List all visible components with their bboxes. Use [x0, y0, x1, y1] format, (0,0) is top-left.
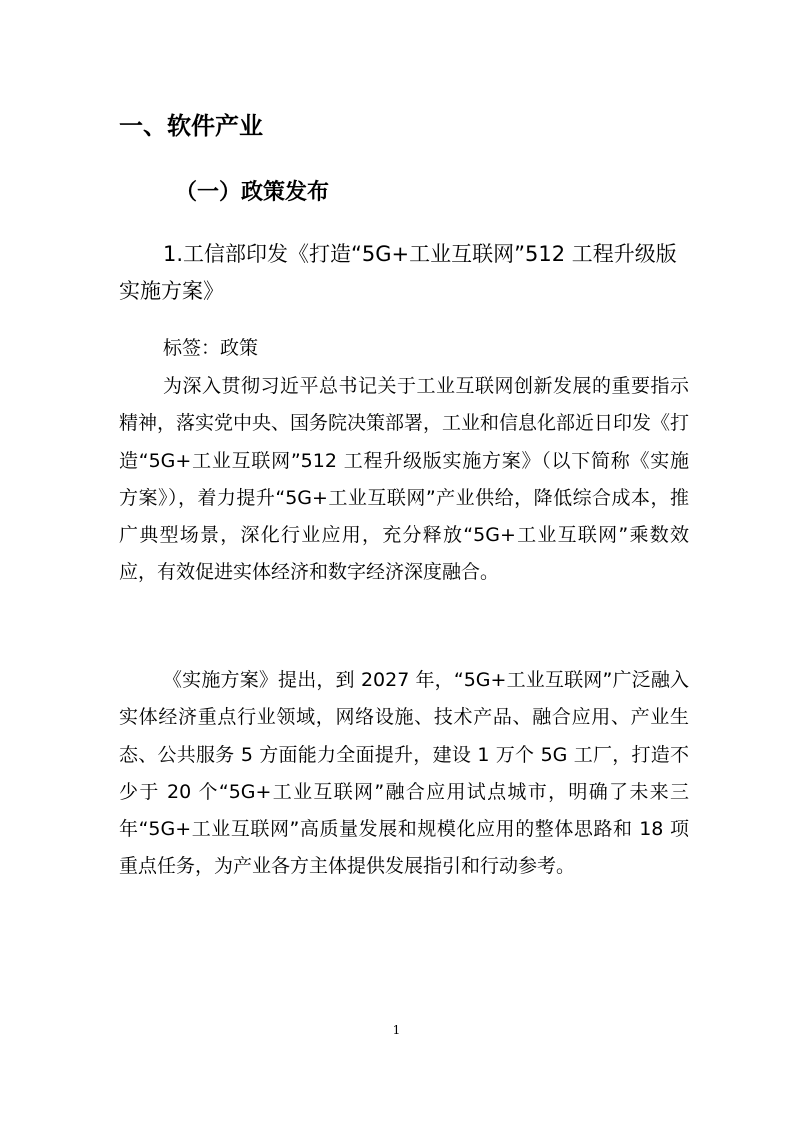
item-title-line-2: 实施方案》: [119, 279, 224, 303]
section-heading: 一、软件产业: [119, 112, 263, 140]
body-paragraph: 《实施方案》提出，到 2027 年，“5G+工业互联网”广泛融入实体经济重点行业领域，网络设施、技术产品、融合应用、产业生态、公共服务 5 方面能力全面提升，建设 1 万个 5G 工厂，打造不少于 20 个“5G+工业互联网”融合应用试点城市，明确了未来三年“5G+工业互联网”高质量发展和规模化应用的整体思路和 18 项重点任务，为产业各方主体提供发展指引和行动参考。: [119, 669, 689, 878]
item-title: [119, 236, 689, 310]
page-number: 1: [392, 1023, 401, 1037]
body-paragraph: 为深入贯彻习近平总书记关于工业互联网创新发展的重要指示精神，落实党中央、国务院决策部署，工业和信息化部近日印发《打造“5G+工业互联网”512 工程升级版实施方案》（以下简称《实施方案》），着力提升“5G+工业互联网”产业供给，降低综合成本，推广典型场景，深化行业应用，充分释放“5G+工业互联网”乘数效应，有效促进实体经济和数字经济深度融合。: [119, 375, 690, 584]
tag-value: 政策: [220, 337, 259, 359]
subsection-heading: （一）政策发布: [175, 180, 330, 205]
tag-label: 标签：: [163, 337, 221, 359]
item-title-line-1: 1.工信部印发《打造“5G+工业互联网”512 工程升级版: [163, 242, 677, 266]
tag-line: [163, 330, 258, 367]
